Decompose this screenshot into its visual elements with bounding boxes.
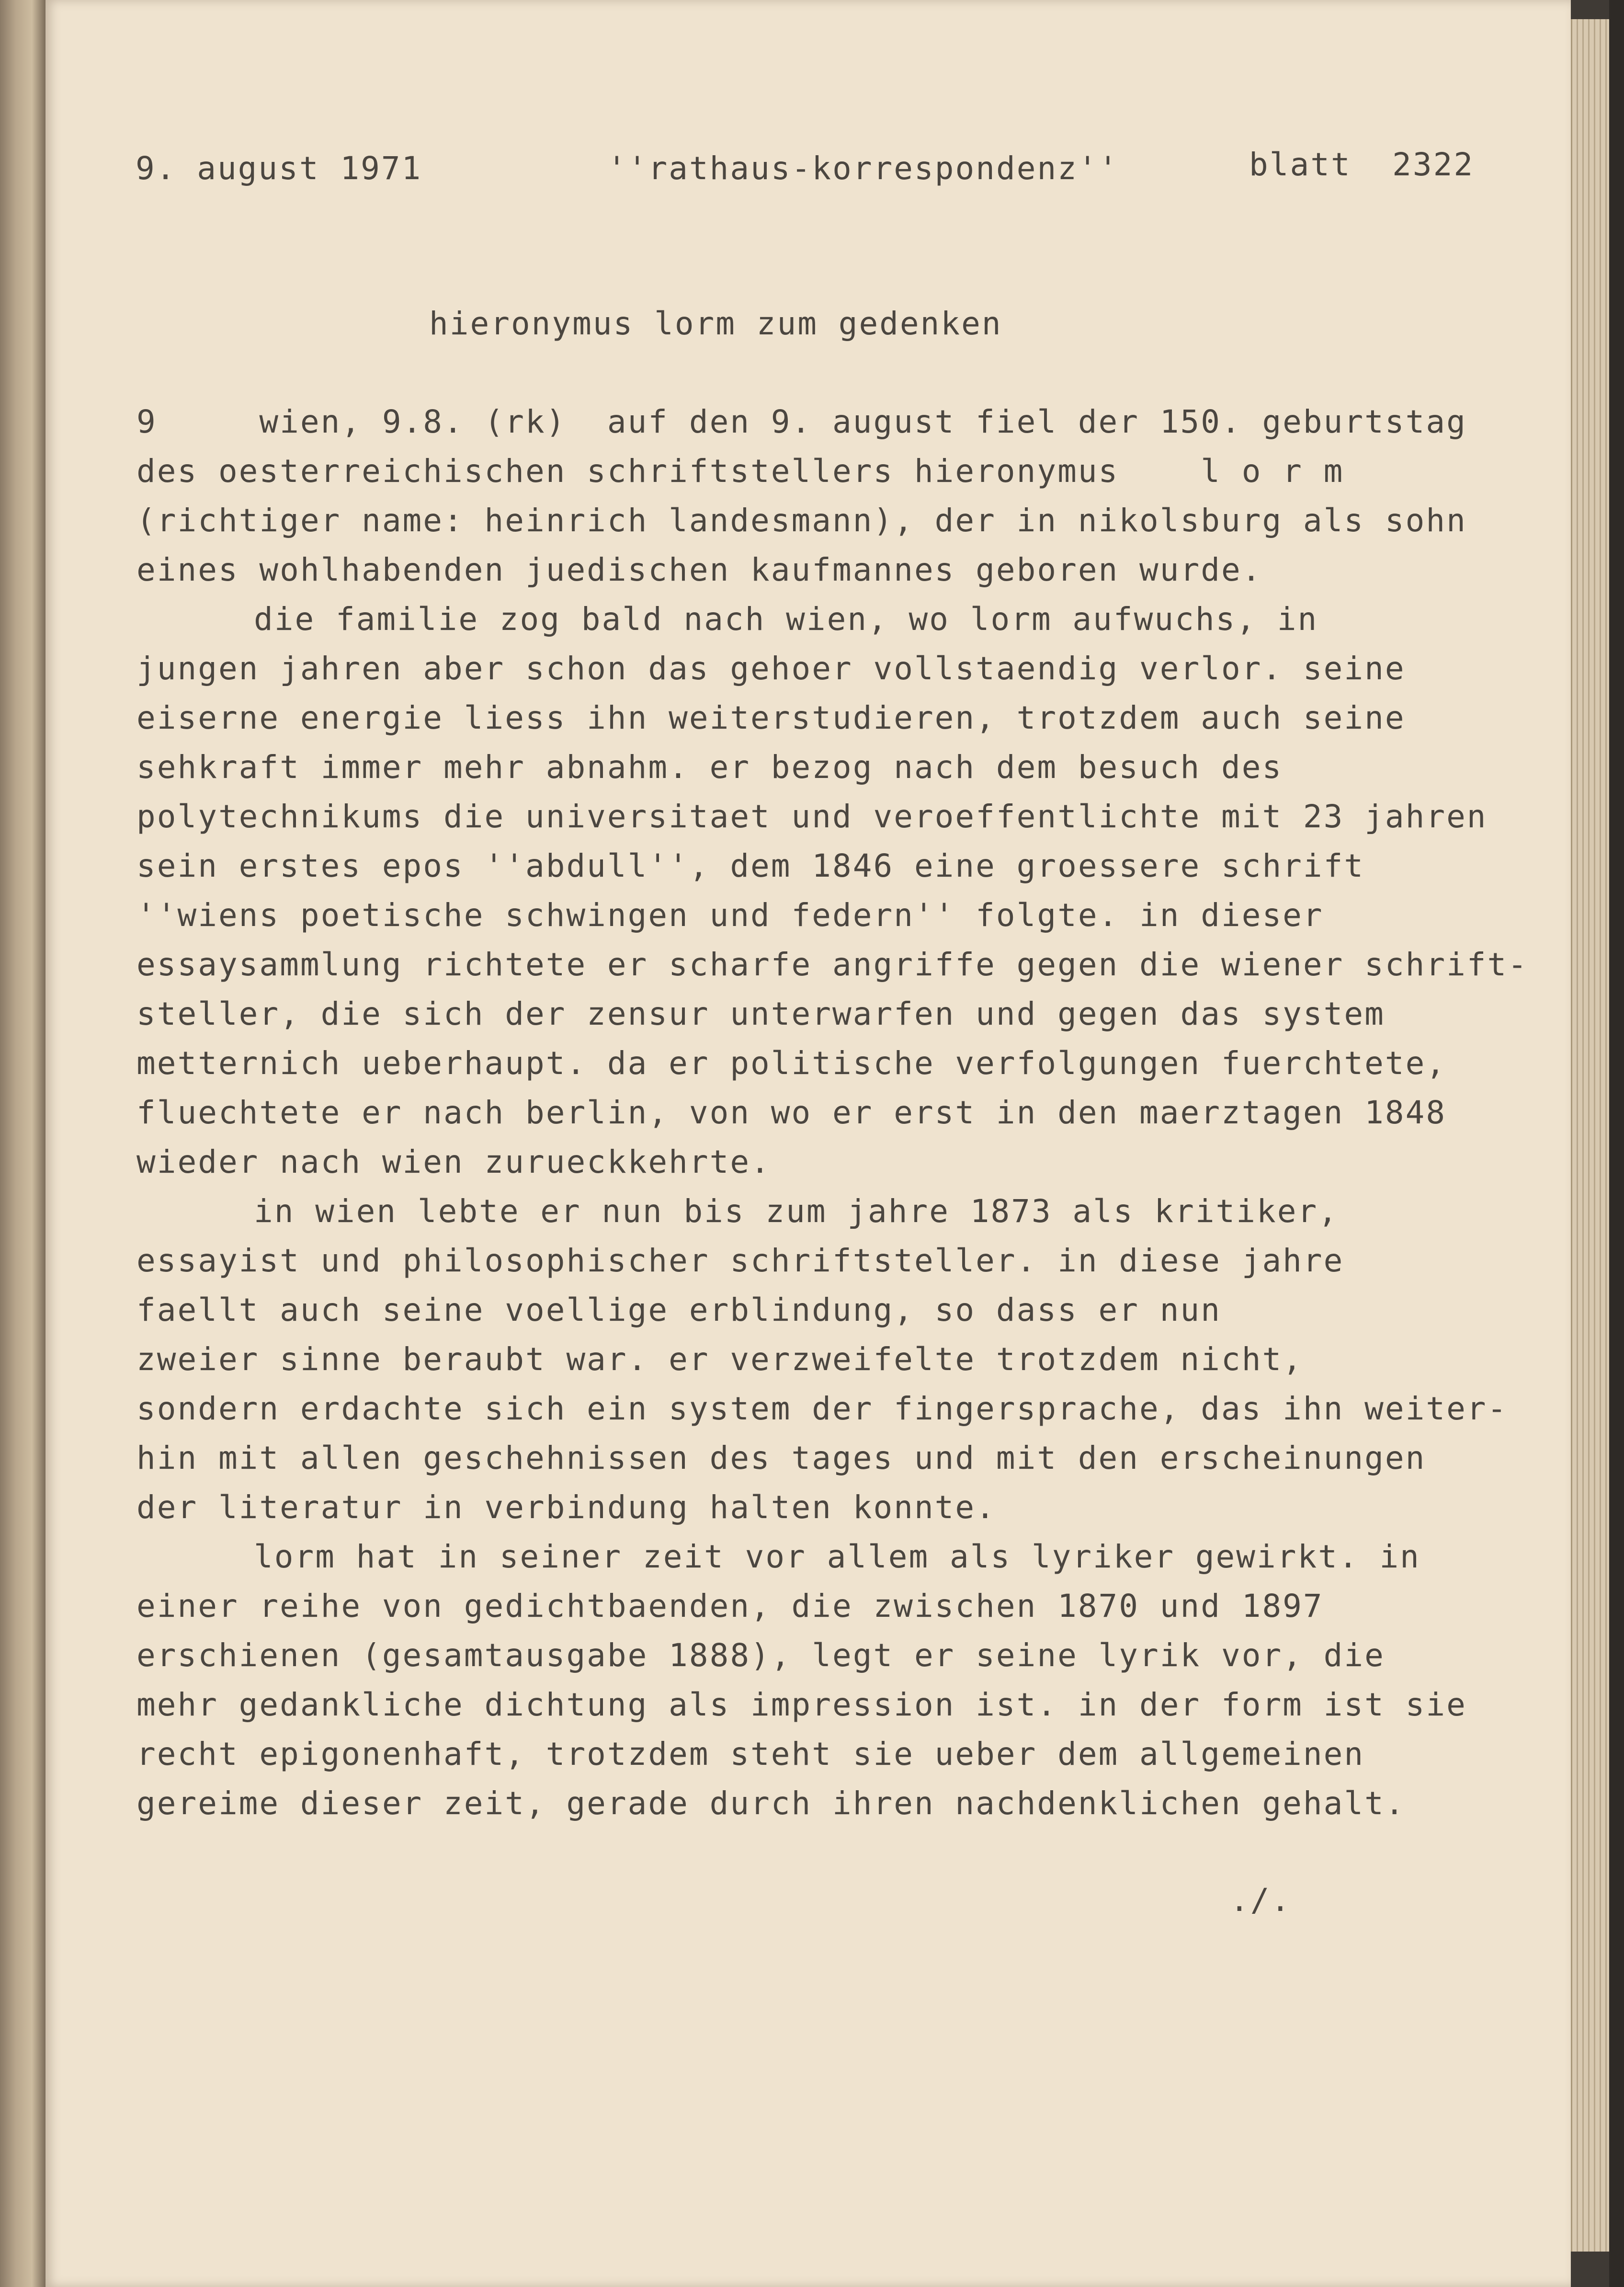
header-date: 9. august 1971 — [136, 150, 422, 187]
body-line: lorm hat in seiner zeit vor allem als lyriker gewirkt. in — [254, 1538, 1420, 1575]
body-line: einer reihe von gedichtbaenden, die zwischen 1870 und 1897 — [136, 1588, 1324, 1624]
body-line: metternich ueberhaupt. da er politische verfolgungen fuerchtete, — [136, 1045, 1447, 1082]
body-line: polytechnikums die universitaet und veroeffentlichte mit 23 jahren — [136, 798, 1488, 835]
body-line: essayist und philosophischer schriftsteller. in diese jahre — [136, 1242, 1344, 1279]
body-line: sehkraft immer mehr abnahm. er bezog nach dem besuch des — [136, 749, 1283, 786]
body-line: 9 wien, 9.8. (rk) auf den 9. august fiel der 150. geburtstag — [136, 403, 1467, 440]
article-heading: hieronymus lorm zum gedenken — [429, 305, 1002, 342]
body-line: ''wiens poetische schwingen und federn'' folgte. in dieser — [136, 897, 1324, 934]
body-line: die familie zog bald nach wien, wo lorm aufwuchs, in — [254, 601, 1318, 638]
body-line: fluechtete er nach berlin, von wo er erst in den maerztagen 1848 — [136, 1094, 1447, 1131]
body-line: essaysammlung richtete er scharfe angriffe gegen die wiener schrift- — [136, 946, 1529, 983]
body-line: in wien lebte er nun bis zum jahre 1873 als kritiker, — [254, 1193, 1339, 1230]
body-line: des oesterreichischen schriftstellers hieronymus l o r m — [136, 453, 1344, 490]
body-line: recht epigonenhaft, trotzdem steht sie ueber dem allgemeinen — [136, 1736, 1365, 1772]
header-sheet-number: blatt 2322 — [1249, 146, 1475, 183]
body-line: erschienen (gesamtausgabe 1888), legt er seine lyrik vor, die — [136, 1637, 1385, 1674]
body-line: hin mit allen geschehnissen des tages und mit den erscheinungen — [136, 1440, 1426, 1476]
continuation-mark: ./. — [1230, 1882, 1292, 1919]
body-line: sein erstes epos ''abdull'', dem 1846 eine groessere schrift — [136, 847, 1365, 884]
body-line: jungen jahren aber schon das gehoer vollstaendig verlor. seine — [136, 650, 1406, 687]
body-line: sondern erdachte sich ein system der fingersprache, das ihn weiter- — [136, 1390, 1508, 1427]
body-line: gereime dieser zeit, gerade durch ihren nachdenklichen gehalt. — [136, 1785, 1406, 1822]
body-line: wieder nach wien zurueckkehrte. — [136, 1144, 771, 1180]
header-publication: ''rathaus-korrespondenz'' — [607, 150, 1119, 187]
body-line: steller, die sich der zensur unterwarfen und gegen das system — [136, 995, 1385, 1032]
body-line: zweier sinne beraubt war. er verzweifelte trotzdem nicht, — [136, 1341, 1303, 1378]
body-line: mehr gedankliche dichtung als impression ist. in der form ist sie — [136, 1686, 1467, 1723]
body-line: eiserne energie liess ihn weiterstudieren, trotzdem auch seine — [136, 699, 1406, 736]
body-line: faellt auch seine voellige erblindung, so dass er nun — [136, 1292, 1221, 1328]
body-line: (richtiger name: heinrich landesmann), der in nikolsburg als sohn — [136, 502, 1467, 539]
body-line: eines wohlhabenden juedischen kaufmannes geboren wurde. — [136, 551, 1262, 588]
body-line: der literatur in verbindung halten konnte. — [136, 1489, 996, 1526]
